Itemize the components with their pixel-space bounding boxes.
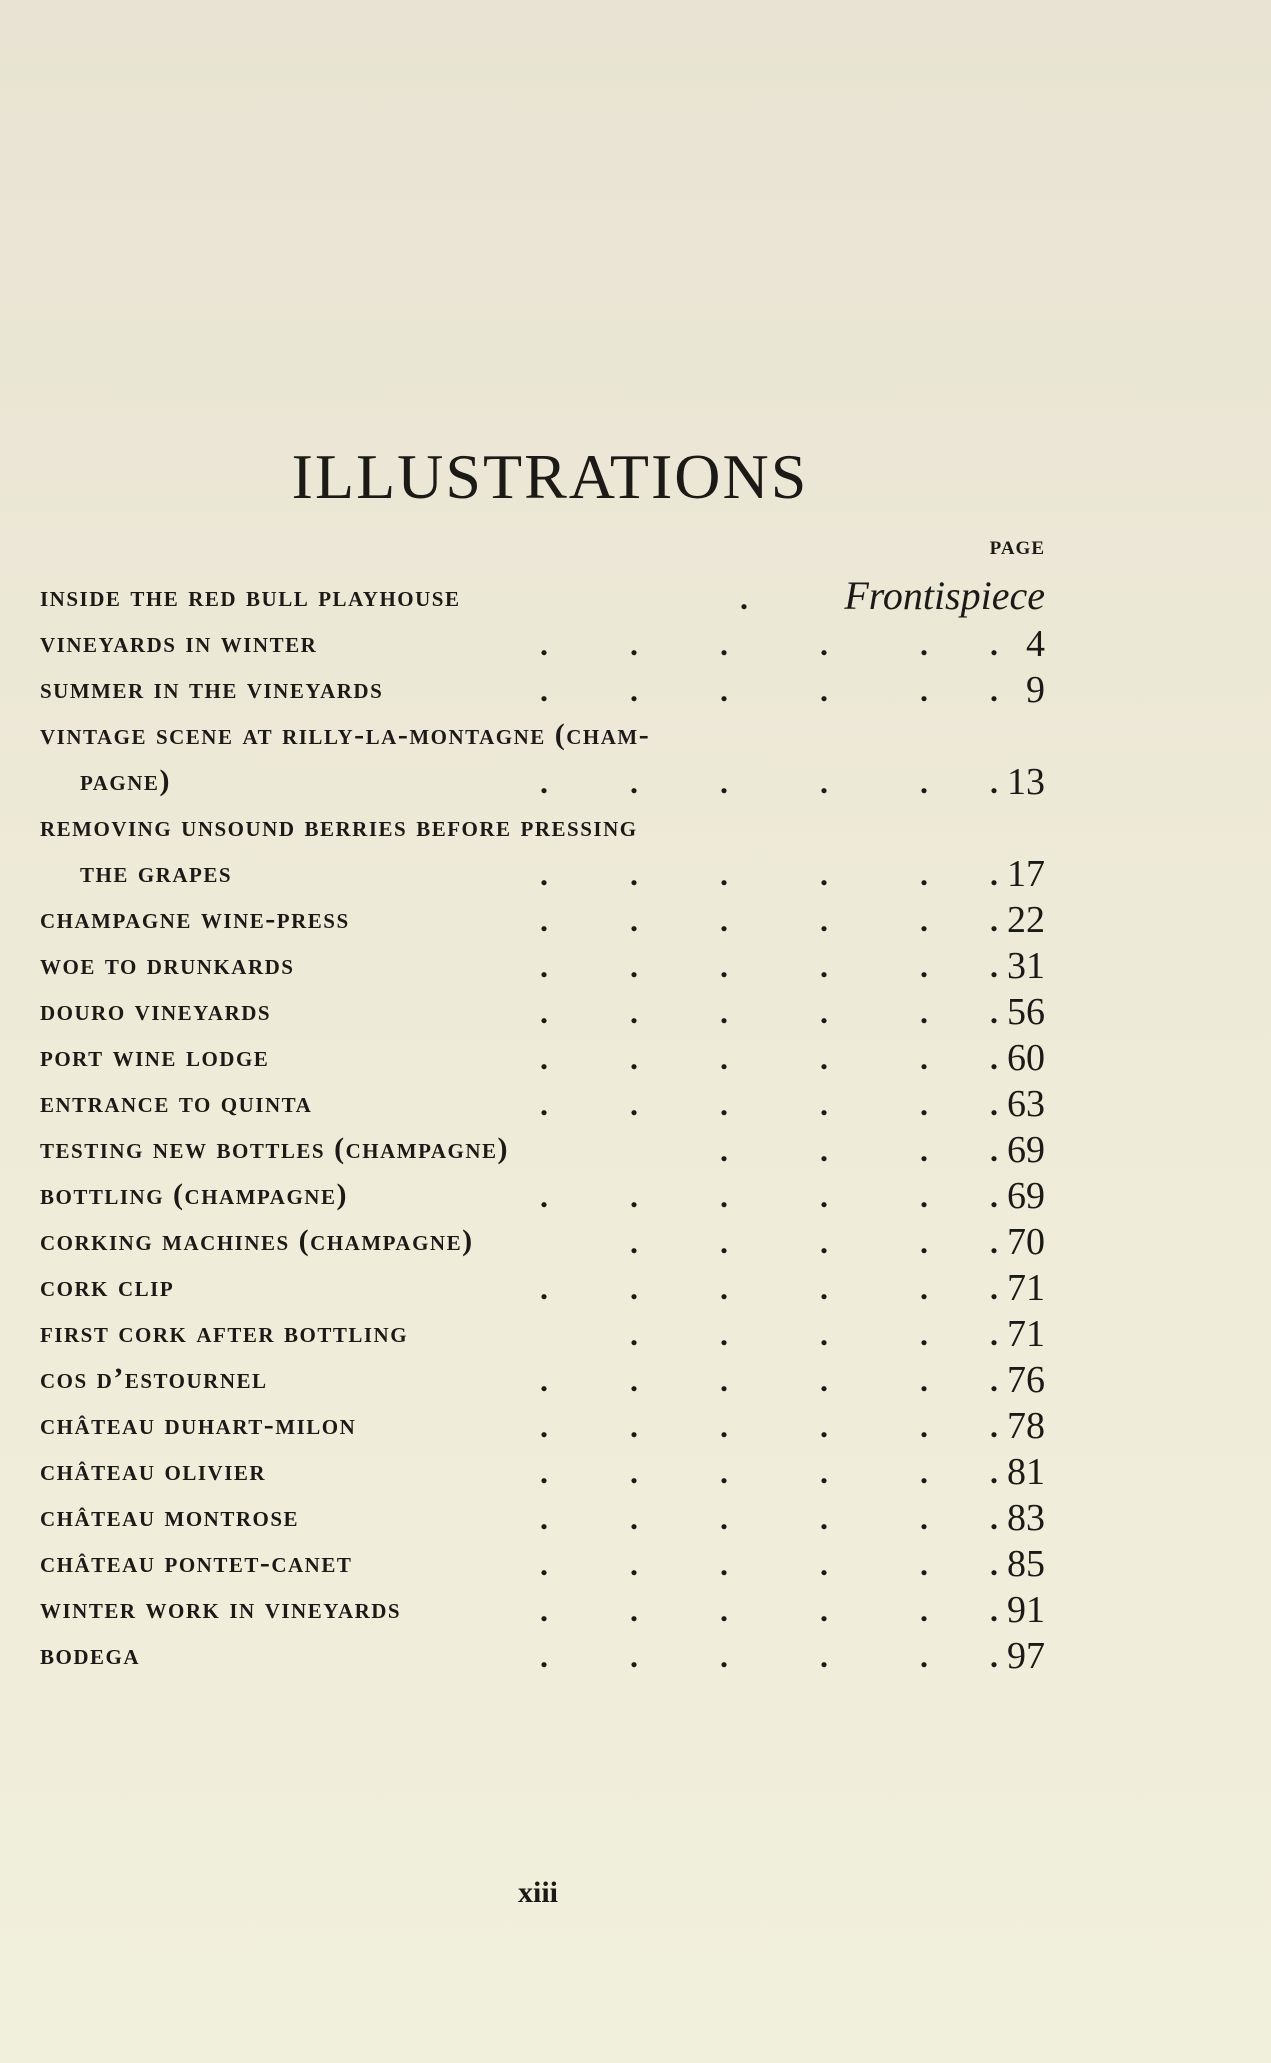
leader-dot: . [820,856,828,892]
illustration-title: douro vineyards [40,994,272,1027]
illustration-title: removing unsound berries before pressing [40,810,638,843]
leader-dot: . [820,1638,828,1674]
list-item [40,1175,1045,1224]
page-reference: 13 [1007,761,1045,803]
leader-dot: . [990,1132,998,1168]
leader-dot: . [990,1592,998,1628]
leader-dot: . [920,1224,928,1260]
list-item [40,1497,1045,1546]
leader-dot: . [990,1086,998,1122]
leader-dot: . [720,1454,728,1490]
leader-dot: . [990,1638,998,1674]
leader-dot: . [920,1086,928,1122]
leader-dot: . [540,1270,548,1306]
page-reference: 69 [1007,1175,1045,1217]
leader-dot: . [540,856,548,892]
list-item [40,718,1045,764]
leader-dot: . [990,1546,998,1582]
leader-dot: . [920,902,928,938]
list-item [40,991,1045,1040]
list-item [40,1589,1045,1638]
leader-dot: . [920,1040,928,1076]
leader-dot: . [920,1132,928,1168]
leader-dot: . [720,1408,728,1444]
leader-dot: . [820,1454,828,1490]
leader-dot: . [820,1132,828,1168]
leader-dot: . [920,1454,928,1490]
illustration-title-continued: pagne) [80,764,171,797]
page-reference: 91 [1007,1589,1045,1631]
page-reference: 97 [1007,1635,1045,1677]
leader-dot: . [820,1408,828,1444]
leader-dot: . [720,1638,728,1674]
leader-dot: . [540,672,548,708]
list-item [40,1359,1045,1408]
leader-dot: . [990,764,998,800]
illustration-title: inside the red bull playhouse [40,580,461,613]
leader-dot: . [630,1638,638,1674]
page-reference: 4 [1026,623,1045,665]
list-item-continuation [40,853,1045,902]
leader-dot: . [630,1500,638,1536]
leader-dot: . [720,1224,728,1260]
page-reference: 71 [1007,1267,1045,1309]
page-reference: 56 [1007,991,1045,1033]
leader-dot: . [720,1132,728,1168]
leader-dot: . [920,994,928,1030]
leader-dot: . [920,948,928,984]
illustration-title: bottling (champagne) [40,1178,348,1211]
leader-dot: . [990,994,998,1030]
leader-dot: . [820,1546,828,1582]
illustration-title: testing new bottles (champagne) [40,1132,510,1165]
leader-dot: . [720,672,728,708]
leader-dot: . [990,1270,998,1306]
list-item [40,1451,1045,1500]
illustration-title: vineyards in winter [40,626,318,659]
list-item [40,1267,1045,1316]
leader-dot: . [820,1592,828,1628]
page-number: xiii [517,1876,558,1909]
leader-dot: . [540,764,548,800]
list-item [40,669,1045,718]
leader-dot: . [540,948,548,984]
leader-dot: . [720,948,728,984]
leader-dot: . [920,1592,928,1628]
leader-dot: . [630,626,638,662]
list-item [40,1313,1045,1362]
illustration-title: château olivier [40,1454,267,1487]
leader-dot: . [630,948,638,984]
leader-dot: . [540,626,548,662]
leader-dot: . [820,902,828,938]
list-item [40,1083,1045,1132]
page-reference: 31 [1007,945,1045,987]
illustration-title: port wine lodge [40,1040,270,1073]
list-item [40,899,1045,948]
list-item-continuation [40,761,1045,810]
leader-dot: . [720,994,728,1030]
leader-dot: . [720,1040,728,1076]
page-reference: 81 [1007,1451,1045,1493]
leader-dot: . [630,672,638,708]
leader-dot: . [990,1316,998,1352]
page-reference: 69 [1007,1129,1045,1171]
leader-dot: . [820,764,828,800]
illustration-title: entrance to quinta [40,1086,313,1119]
leader-dot: . [920,1408,928,1444]
leader-dot: . [990,902,998,938]
leader-dot: . [540,1362,548,1398]
leader-dot: . [540,1178,548,1214]
page-reference: 83 [1007,1497,1045,1539]
illustration-title: bodega [40,1638,141,1671]
list-item [40,573,1045,626]
leader-dot: . [820,1224,828,1260]
leader-dot: . [540,1546,548,1582]
illustration-title: winter work in vineyards [40,1592,402,1625]
leader-dot: . [540,1500,548,1536]
leader-dot: . [820,1316,828,1352]
illustration-title: cork clip [40,1270,175,1303]
leader-dot: . [990,1362,998,1398]
page-reference: 17 [1007,853,1045,895]
page-reference: 60 [1007,1037,1045,1079]
page-reference: 9 [1026,669,1045,711]
leader-dot: . [630,1040,638,1076]
leader-dot: . [720,764,728,800]
leader-dot: . [540,1454,548,1490]
page-reference: 63 [1007,1083,1045,1125]
leader-dot: . [720,1592,728,1628]
list-item [40,1037,1045,1086]
leader-dot: . [630,1224,638,1260]
leader-dot: . [920,856,928,892]
page-reference: 76 [1007,1359,1045,1401]
list-item [40,1221,1045,1270]
leader-dot: . [630,902,638,938]
leader-dot: . [720,1362,728,1398]
leader-dot: . [920,1362,928,1398]
leader-dot: . [820,672,828,708]
leader-dot: . [720,902,728,938]
leader-dot: . [920,1178,928,1214]
leader-dot: . [920,764,928,800]
leader-dot: . [990,1178,998,1214]
leader-dot: . [820,1270,828,1306]
leader-dot: . [990,948,998,984]
leader-dot: . [630,764,638,800]
list-item [40,1635,1045,1684]
page-reference: 22 [1007,899,1045,941]
illustration-title: cos d’estournel [40,1362,268,1395]
illustration-title: champagne wine-press [40,902,350,935]
leader-dot: . [920,1270,928,1306]
leader-dot: . [630,1454,638,1490]
leader-dot: . [630,1362,638,1398]
leader-dot: . [540,1040,548,1076]
leader-dot: . [630,1086,638,1122]
leader-dot: . [920,1500,928,1536]
leader-dot: . [540,1592,548,1628]
leader-dot: . [820,994,828,1030]
list-item [40,623,1045,672]
leader-dot: . [740,580,748,616]
leader-dot: . [920,1638,928,1674]
illustration-title: woe to drunkards [40,948,295,981]
illustration-title: vintage scene at rilly-la-montagne (cham- [40,718,651,751]
leader-dot: . [630,1316,638,1352]
leader-dot: . [540,994,548,1030]
leader-dot: . [990,1408,998,1444]
leader-dot: . [630,1178,638,1214]
leader-dot: . [540,902,548,938]
leader-dot: . [630,1408,638,1444]
page-reference: Frontispiece [844,573,1045,618]
list-item [40,1405,1045,1454]
leader-dot: . [820,1500,828,1536]
leader-dot: . [720,1178,728,1214]
leader-dot: . [990,1224,998,1260]
page-reference: 78 [1007,1405,1045,1447]
list-item [40,1543,1045,1592]
leader-dot: . [820,1178,828,1214]
illustration-title: summer in the vineyards [40,672,384,705]
page-column-label: PAGE [989,538,1045,559]
illustration-title: château montrose [40,1500,300,1533]
leader-dot: . [990,626,998,662]
leader-dot: . [920,1316,928,1352]
leader-dot: . [630,1592,638,1628]
illustration-title: château pontet-canet [40,1546,353,1579]
leader-dot: . [720,1500,728,1536]
leader-dot: . [720,1086,728,1122]
page-reference: 70 [1007,1221,1045,1263]
leader-dot: . [630,994,638,1030]
page-title: ILLUSTRATIONS [291,441,809,512]
list-item [40,810,1045,856]
leader-dot: . [920,626,928,662]
leader-dot: . [820,1086,828,1122]
leader-dot: . [920,672,928,708]
page-reference: 71 [1007,1313,1045,1355]
leader-dot: . [990,672,998,708]
leader-dot: . [990,1500,998,1536]
leader-dot: . [540,1638,548,1674]
page-reference: 85 [1007,1543,1045,1585]
leader-dot: . [820,626,828,662]
leader-dot: . [720,856,728,892]
list-item [40,1129,1045,1178]
illustration-title: château duhart-milon [40,1408,357,1441]
leader-dot: . [720,1270,728,1306]
leader-dot: . [540,1086,548,1122]
illustration-title: first cork after bottling [40,1316,409,1349]
leader-dot: . [820,1040,828,1076]
leader-dot: . [920,1546,928,1582]
leader-dot: . [990,856,998,892]
leader-dot: . [630,1270,638,1306]
leader-dot: . [720,626,728,662]
leader-dot: . [720,1546,728,1582]
leader-dot: . [630,856,638,892]
list-item [40,945,1045,994]
illustration-title-continued: the grapes [80,856,233,889]
leader-dot: . [990,1454,998,1490]
illustration-title: corking machines (champagne) [40,1224,474,1257]
leader-dot: . [990,1040,998,1076]
leader-dot: . [720,1316,728,1352]
leader-dot: . [630,1546,638,1582]
leader-dot: . [820,1362,828,1398]
leader-dot: . [540,1408,548,1444]
leader-dot: . [820,948,828,984]
